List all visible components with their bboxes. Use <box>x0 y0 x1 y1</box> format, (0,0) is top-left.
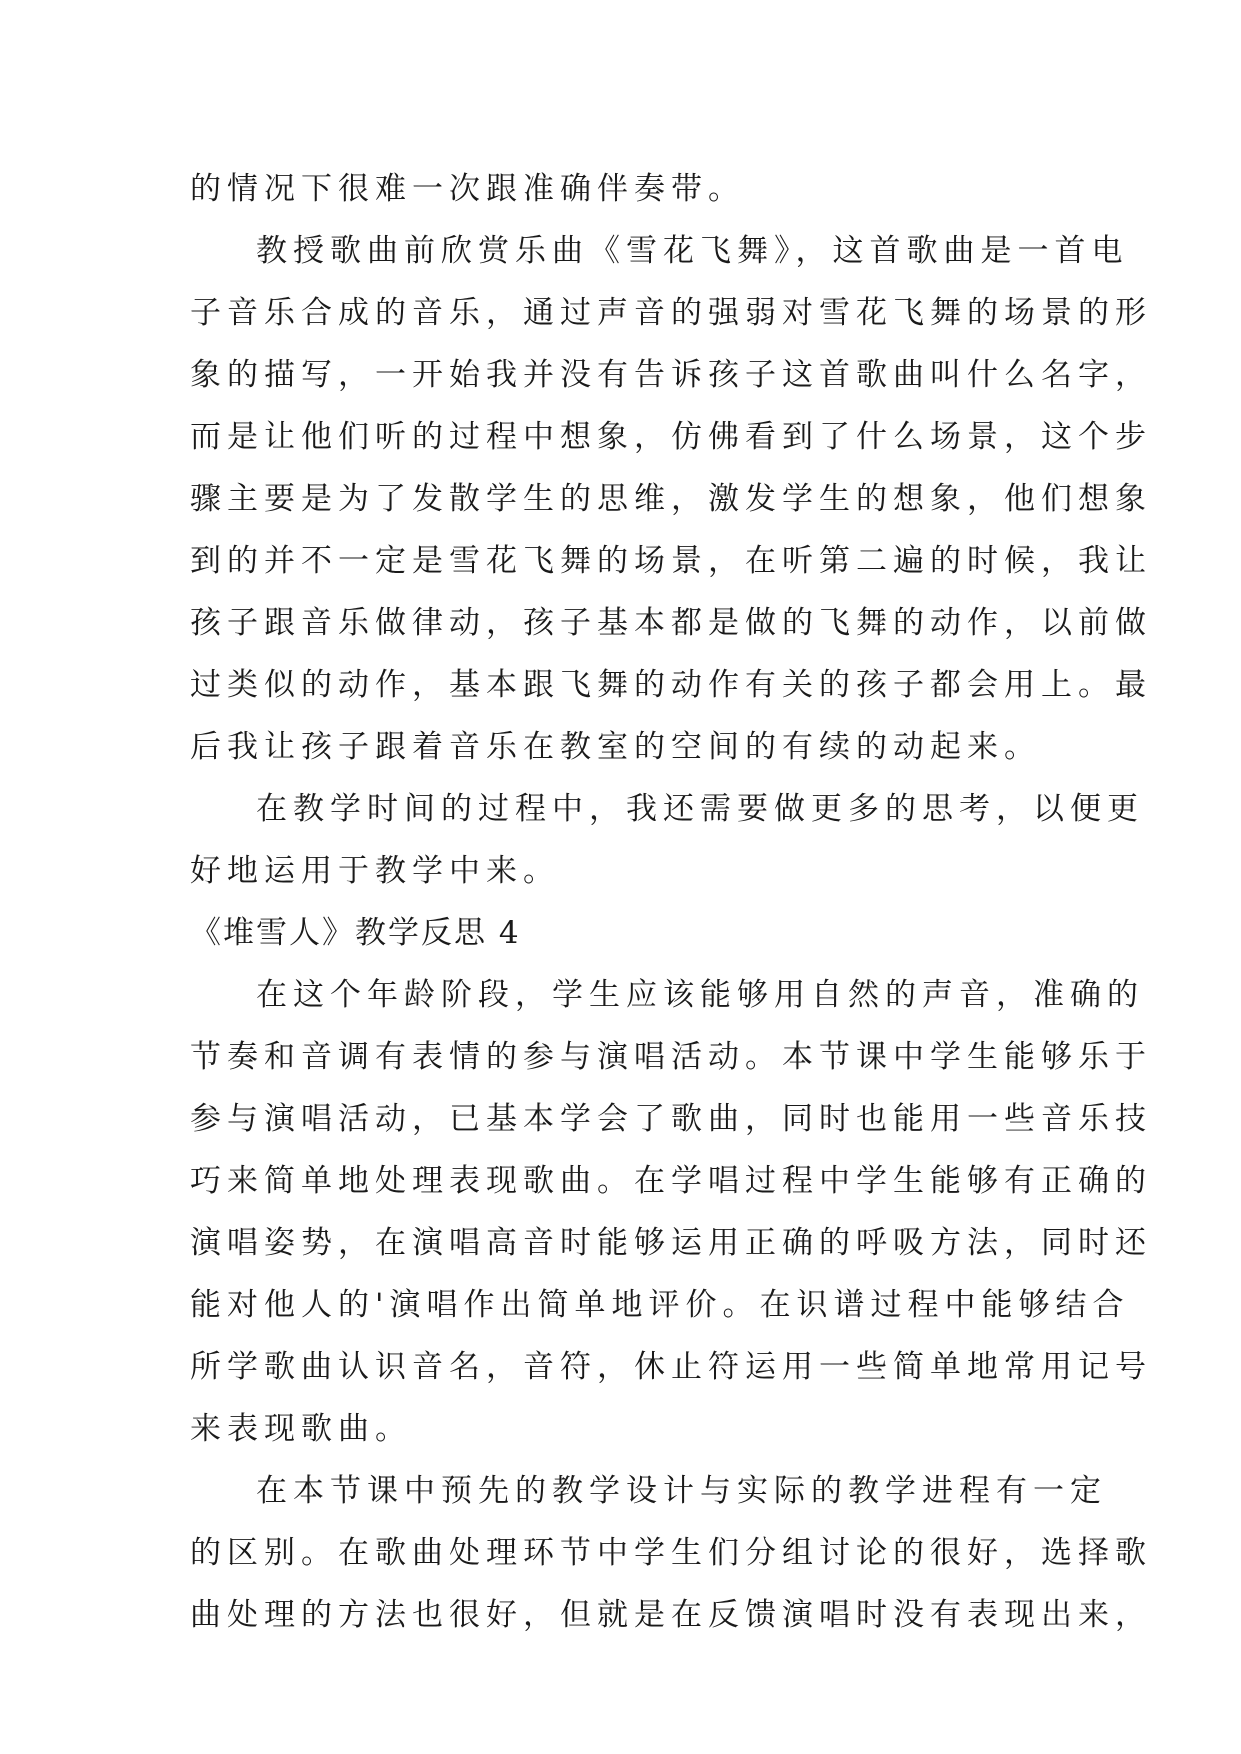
body-text-line: 象的描写，一开始我并没有告诉孩子这首歌曲叫什么名字， <box>190 357 1152 393</box>
body-text-line: 在教学时间的过程中，我还需要做更多的思考，以便更 <box>256 791 1144 827</box>
body-text-line: 好地运用于教学中来。 <box>190 853 560 889</box>
body-text-line: 节奏和音调有表情的参与演唱活动。本节课中学生能够乐于 <box>190 1039 1152 1075</box>
body-text-line: 曲处理的方法也很好，但就是在反馈演唱时没有表现出来， <box>190 1597 1152 1633</box>
body-text-line: 后我让孩子跟着音乐在教室的空间的有续的动起来。 <box>190 729 1041 765</box>
section-heading: 《堆雪人》教学反思 4 <box>190 915 521 951</box>
body-text-line: 孩子跟音乐做律动，孩子基本都是做的飞舞的动作，以前做 <box>190 605 1152 641</box>
body-text-line: 而是让他们听的过程中想象，仿佛看到了什么场景，这个步 <box>190 419 1152 455</box>
body-text-line: 在这个年龄阶段，学生应该能够用自然的声音，准确的 <box>256 977 1144 1013</box>
body-text-line: 来表现歌曲。 <box>190 1411 412 1447</box>
body-text-line: 骤主要是为了发散学生的思维，激发学生的想象，他们想象 <box>190 481 1152 517</box>
body-text-line: 到的并不一定是雪花飞舞的场景，在听第二遍的时候，我让 <box>190 543 1152 579</box>
body-text-line: 所学歌曲认识音名，音符，休止符运用一些简单地常用记号 <box>190 1349 1152 1385</box>
body-text-line: 能对他人的'演唱作出简单地评价。在识谱过程中能够结合 <box>190 1287 1130 1323</box>
body-text-line: 过类似的动作，基本跟飞舞的动作有关的孩子都会用上。最 <box>190 667 1152 703</box>
body-text-line: 教授歌曲前欣赏乐曲《雪花飞舞》，这首歌曲是一首电 <box>256 233 1129 269</box>
body-text-line: 子音乐合成的音乐，通过声音的强弱对雪花飞舞的场景的形 <box>190 295 1152 331</box>
body-text-line: 的情况下很难一次跟准确伴奏带。 <box>190 171 745 207</box>
body-text-line: 巧来简单地处理表现歌曲。在学唱过程中学生能够有正确的 <box>190 1163 1152 1199</box>
body-text-line: 在本节课中预先的教学设计与实际的教学进程有一定 <box>256 1473 1107 1509</box>
document-body <box>190 158 1152 1646</box>
body-text-line: 演唱姿势，在演唱高音时能够运用正确的呼吸方法，同时还 <box>190 1225 1152 1261</box>
body-text-line: 参与演唱活动，已基本学会了歌曲，同时也能用一些音乐技 <box>190 1101 1152 1137</box>
body-text-line: 的区别。在歌曲处理环节中学生们分组讨论的很好，选择歌 <box>190 1535 1152 1571</box>
